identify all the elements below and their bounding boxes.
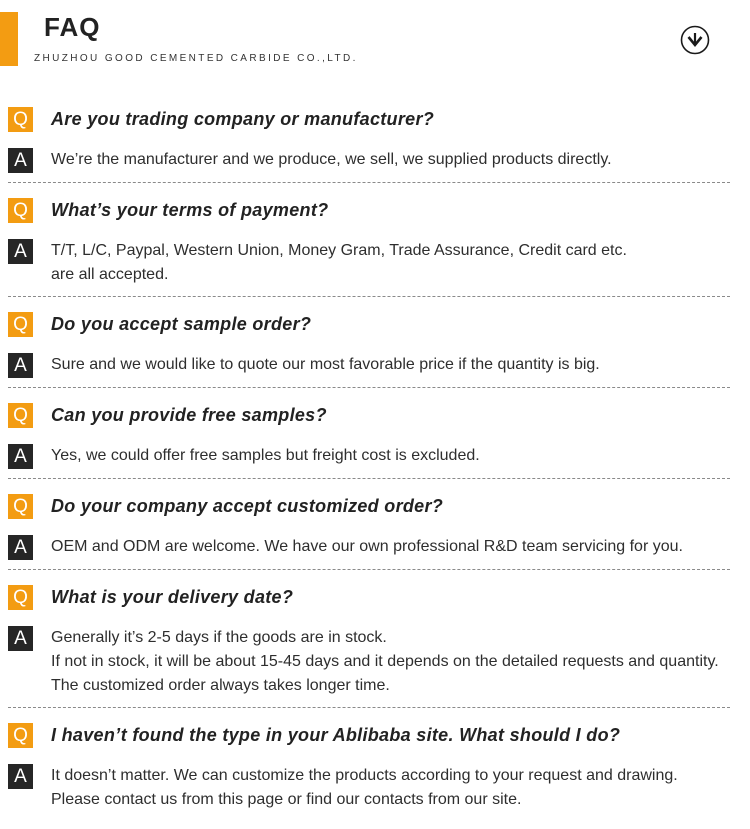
faq-list (8, 107, 730, 821)
answer-text (51, 239, 627, 287)
answer-text (51, 535, 683, 559)
answer-line: We’re the manufacturer and we produce, we sell, we supplied products directly. (51, 151, 612, 168)
answer-row (8, 239, 730, 287)
question-text: Do your company accept customized order? (51, 496, 444, 516)
answer-line: If not in stock, it will be about 15-45 days and it depends on the detailed requests and quantity. (51, 653, 719, 670)
answer-line: Sure and we would like to quote our most favorable price if the quantity is big. (51, 356, 600, 373)
faq-item (8, 198, 730, 297)
faq-item (8, 494, 730, 570)
answer-row (8, 764, 730, 812)
answer-row (8, 535, 730, 560)
answer-badge: A (8, 148, 33, 173)
question-row (8, 585, 730, 610)
answer-row (8, 148, 730, 173)
question-text: Are you trading company or manufacturer? (51, 109, 435, 129)
question-row (8, 494, 730, 519)
question-badge: Q (8, 198, 33, 223)
answer-line: It doesn’t matter. We can customize the products according to your request and drawing. (51, 767, 678, 784)
faq-item (8, 312, 730, 388)
answer-badge: A (8, 444, 33, 469)
answer-line: T/T, L/C, Paypal, Western Union, Money Gram, Trade Assurance, Credit card etc. (51, 242, 627, 259)
faq-item (8, 107, 730, 183)
question-row (8, 723, 730, 748)
answer-badge: A (8, 239, 33, 264)
question-badge: Q (8, 107, 33, 132)
question-row (8, 403, 730, 428)
question-badge: Q (8, 585, 33, 610)
faq-item (8, 585, 730, 708)
answer-badge: A (8, 353, 33, 378)
company-name: ZHUZHOU GOOD CEMENTED CARBIDE CO.,LTD. (34, 53, 358, 64)
answer-row (8, 626, 730, 698)
answer-text (51, 444, 480, 468)
accent-bar (0, 12, 18, 66)
answer-badge: A (8, 626, 33, 651)
answer-badge: A (8, 764, 33, 789)
answer-badge: A (8, 535, 33, 560)
question-row (8, 312, 730, 337)
question-text: I haven’t found the type in your Ablibaba site. What should I do? (51, 725, 621, 745)
answer-line: Yes, we could offer free samples but freight cost is excluded. (51, 447, 480, 464)
chevron-down-circle-icon[interactable] (680, 25, 710, 55)
question-text: What’s your terms of payment? (51, 200, 329, 220)
question-text: Can you provide free samples? (51, 405, 327, 425)
answer-line: The customized order always takes longer time. (51, 677, 390, 694)
answer-line: OEM and ODM are welcome. We have our own professional R&D team servicing for you. (51, 538, 683, 555)
page-title: FAQ (44, 12, 101, 42)
answer-row (8, 444, 730, 469)
question-text: What is your delivery date? (51, 587, 294, 607)
faq-item (8, 403, 730, 479)
answer-text (51, 626, 719, 698)
question-badge: Q (8, 312, 33, 337)
question-text: Do you accept sample order? (51, 314, 312, 334)
answer-line: are all accepted. (51, 266, 169, 283)
faq-item (8, 723, 730, 821)
answer-text (51, 764, 678, 812)
answer-text (51, 353, 600, 377)
question-badge: Q (8, 723, 33, 748)
answer-text (51, 148, 612, 172)
answer-row (8, 353, 730, 378)
faq-header (0, 0, 750, 90)
answer-line: Please contact us from this page or find our contacts from our site. (51, 791, 522, 808)
question-row (8, 198, 730, 223)
question-row (8, 107, 730, 132)
question-badge: Q (8, 403, 33, 428)
question-badge: Q (8, 494, 33, 519)
answer-line: Generally it’s 2-5 days if the goods are in stock. (51, 629, 387, 646)
